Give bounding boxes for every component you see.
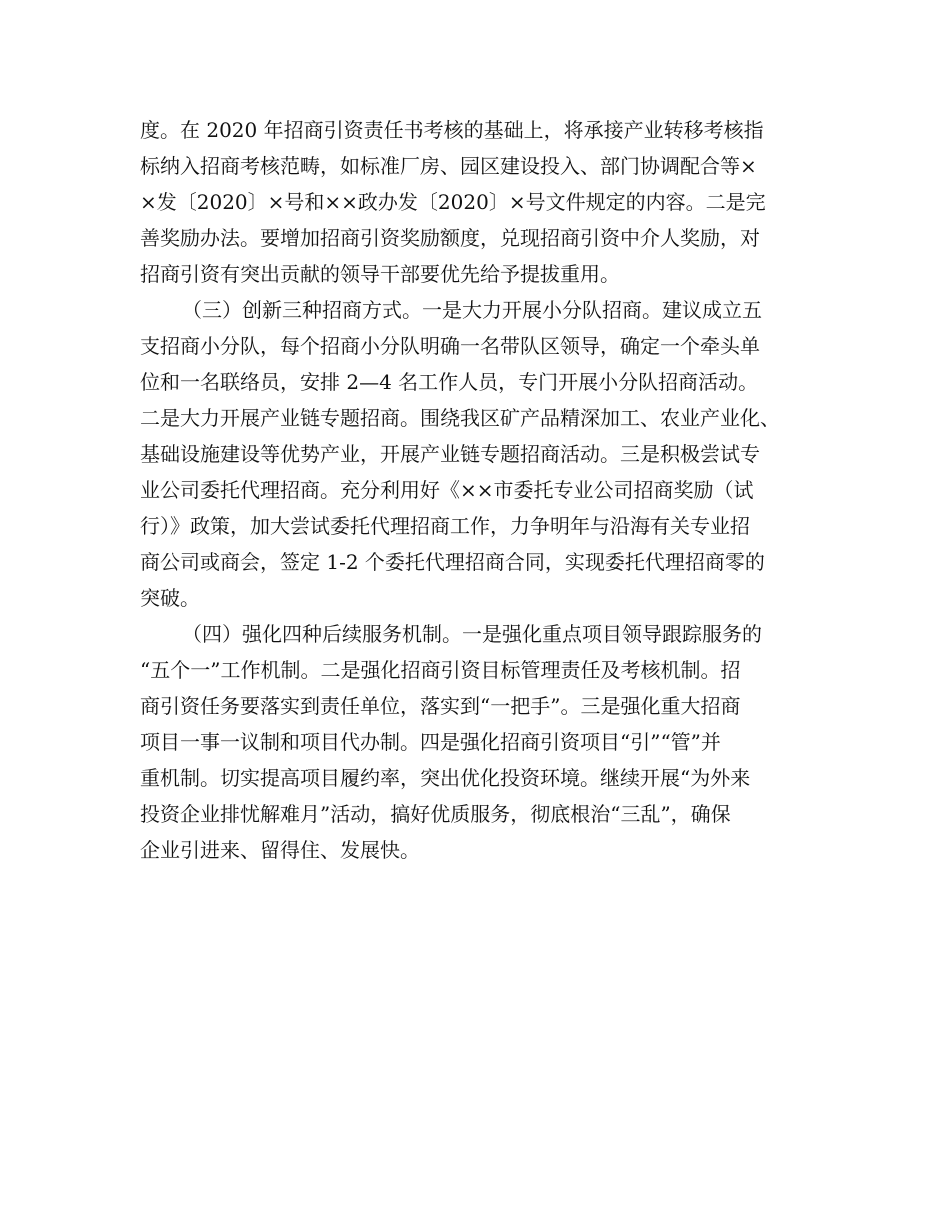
text-line: ×发〔2020〕×号和××政办发〔2020〕×号文件规定的内容。二是完: [140, 190, 766, 214]
text-line-first: （四）强化四种后续服务机制。一是强化重点项目领导跟踪服务的: [182, 622, 762, 646]
text-line-first: （三）创新三种招商方式。一是大力开展小分队招商。建议成立五: [182, 298, 762, 322]
paragraph-section-3: [140, 292, 820, 616]
text-line: 商引资任务要落实到责任单位，落实到“一把手”。三是强化重大招商: [140, 694, 741, 718]
text-line: 突破。: [140, 586, 200, 610]
text-line: 商公司或商会，签定 1-2 个委托代理招商合同，实现委托代理招商零的: [140, 550, 765, 574]
text-line: 支招商小分队，每个招商小分队明确一名带队区领导，确定一个牵头单: [140, 334, 760, 358]
text-line: 善奖励办法。要增加招商引资奖励额度，兑现招商引资中介人奖励，对: [140, 226, 760, 250]
paragraph-section-4: [140, 616, 820, 868]
text-line: 二是大力开展产业链专题招商。围绕我区矿产品精深加工、农业产业化、: [140, 406, 780, 430]
text-line: 度。在 2020 年招商引资责任书考核的基础上，将承接产业转移考核指: [140, 118, 764, 142]
text-line: “五个一”工作机制。二是强化招商引资目标管理责任及考核机制。招: [140, 658, 741, 682]
text-line: 企业引进来、留得住、发展快。: [140, 838, 420, 862]
document-body: [140, 112, 820, 868]
text-line: 标纳入招商考核范畴，如标准厂房、园区建设投入、部门协调配合等×: [140, 154, 757, 178]
text-line: 重机制。切实提高项目履约率，突出优化投资环境。继续开展“为外来: [140, 766, 751, 790]
text-line: 位和一名联络员，安排 2—4 名工作人员，专门开展小分队招商活动。: [140, 370, 759, 394]
text-line: 项目一事一议制和项目代办制。四是强化招商引资项目“引”“管”并: [140, 730, 721, 754]
text-line: 投资企业排忧解难月”活动，搞好优质服务，彻底根治“三乱”，确保: [140, 802, 731, 826]
text-line: 行）》政策，加大尝试委托代理招商工作，力争明年与沿海有关专业招: [140, 514, 750, 538]
text-line: 招商引资有突出贡献的领导干部要优先给予提拔重用。: [140, 262, 620, 286]
paragraph-continuation: [140, 112, 820, 292]
text-line: 业公司委托代理招商。充分利用好《××市委托专业公司招商奖励（试: [140, 478, 754, 502]
text-line: 基础设施建设等优势产业，开展产业链专题招商活动。三是积极尝试专: [140, 442, 760, 466]
